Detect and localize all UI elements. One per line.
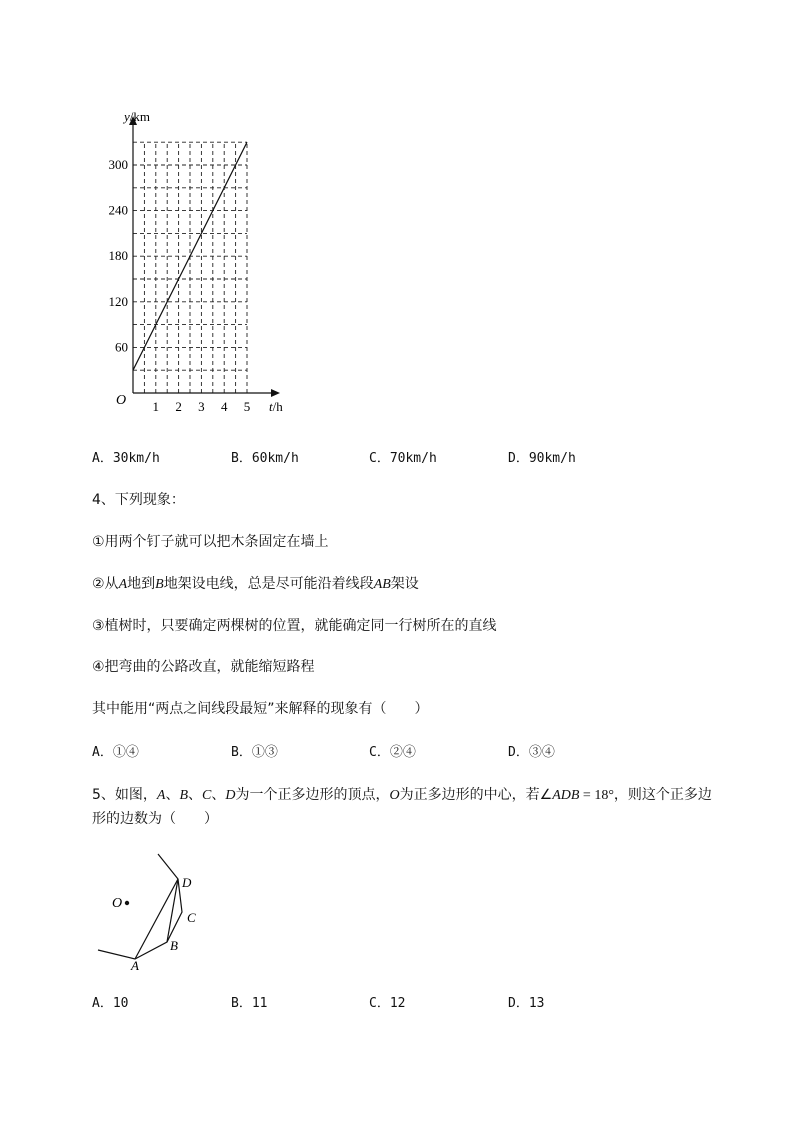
x-tick-label: 4 bbox=[220, 399, 228, 414]
q4-question: 其中能用“两点之间线段最短”来解释的现象有（ ） bbox=[92, 701, 429, 717]
speed-distance-chart bbox=[0, 0, 320, 430]
q4-option-d[interactable]: D．③④ bbox=[508, 745, 555, 760]
q4-option-b[interactable]: B．①③ bbox=[231, 745, 278, 760]
q5-stem-line2: 形的边数为（ ） bbox=[92, 811, 218, 827]
q5-option-b[interactable]: B．11 bbox=[231, 996, 268, 1011]
q4-item-3: ③植树时，只要确定两棵树的位置，就能确定同一行树所在的直线 bbox=[92, 618, 497, 634]
q5-option-a[interactable]: A．10 bbox=[92, 996, 129, 1011]
q5-option-d[interactable]: D．13 bbox=[508, 996, 545, 1011]
y-tick-label: 240 bbox=[108, 202, 128, 218]
q4-item-2: ②从A地到B地架设电线，总是尽可能沿着线段AB架设 bbox=[92, 576, 419, 592]
y-tick-label: 60 bbox=[115, 339, 128, 355]
polygon-figure bbox=[90, 845, 240, 975]
x-axis-arrow bbox=[271, 389, 280, 397]
x-tick-label: 2 bbox=[175, 399, 182, 414]
q3-option-c[interactable]: C．70km/h bbox=[369, 451, 437, 466]
q5-option-c[interactable]: C．12 bbox=[369, 996, 406, 1011]
x-axis-label: t/h bbox=[269, 399, 283, 414]
q4-title: 4、下列现象： bbox=[92, 492, 185, 508]
label-c: C bbox=[187, 910, 196, 925]
chart-grid bbox=[133, 142, 247, 393]
x-tick-label: 3 bbox=[198, 399, 205, 414]
label-d: D bbox=[182, 875, 192, 890]
y-tick-label: 300 bbox=[108, 157, 128, 172]
q3-option-a[interactable]: A．30km/h bbox=[92, 451, 160, 466]
label-o: O bbox=[112, 896, 123, 911]
label-b: B bbox=[170, 938, 178, 953]
x-tick-label: 5 bbox=[243, 399, 251, 414]
q3-option-d[interactable]: D．90km/h bbox=[508, 451, 576, 466]
y-axis-label: y/km bbox=[124, 109, 151, 124]
q3-option-b[interactable]: B．60km/h bbox=[231, 451, 299, 466]
center-point-o bbox=[125, 901, 129, 905]
q4-option-a[interactable]: A．①④ bbox=[92, 745, 139, 760]
q5-stem-line1: 5、如图，A、B、C、D为一个正多边形的顶点，O为正多边形的中心，若∠ADB = 18°，则这个正多边 bbox=[92, 787, 712, 803]
chart-ticks bbox=[109, 157, 251, 414]
q4-item-4: ④把弯曲的公路改直，就能缩短路程 bbox=[92, 659, 315, 675]
label-a: A bbox=[131, 958, 139, 973]
x-tick-label: 1 bbox=[152, 399, 160, 414]
y-tick-label: 120 bbox=[108, 293, 128, 309]
q4-option-c[interactable]: C．②④ bbox=[369, 745, 416, 760]
q4-item-1: ①用两个钉子就可以把木条固定在墙上 bbox=[92, 534, 329, 550]
y-tick-label: 180 bbox=[108, 248, 128, 264]
origin-label: O bbox=[116, 393, 127, 408]
